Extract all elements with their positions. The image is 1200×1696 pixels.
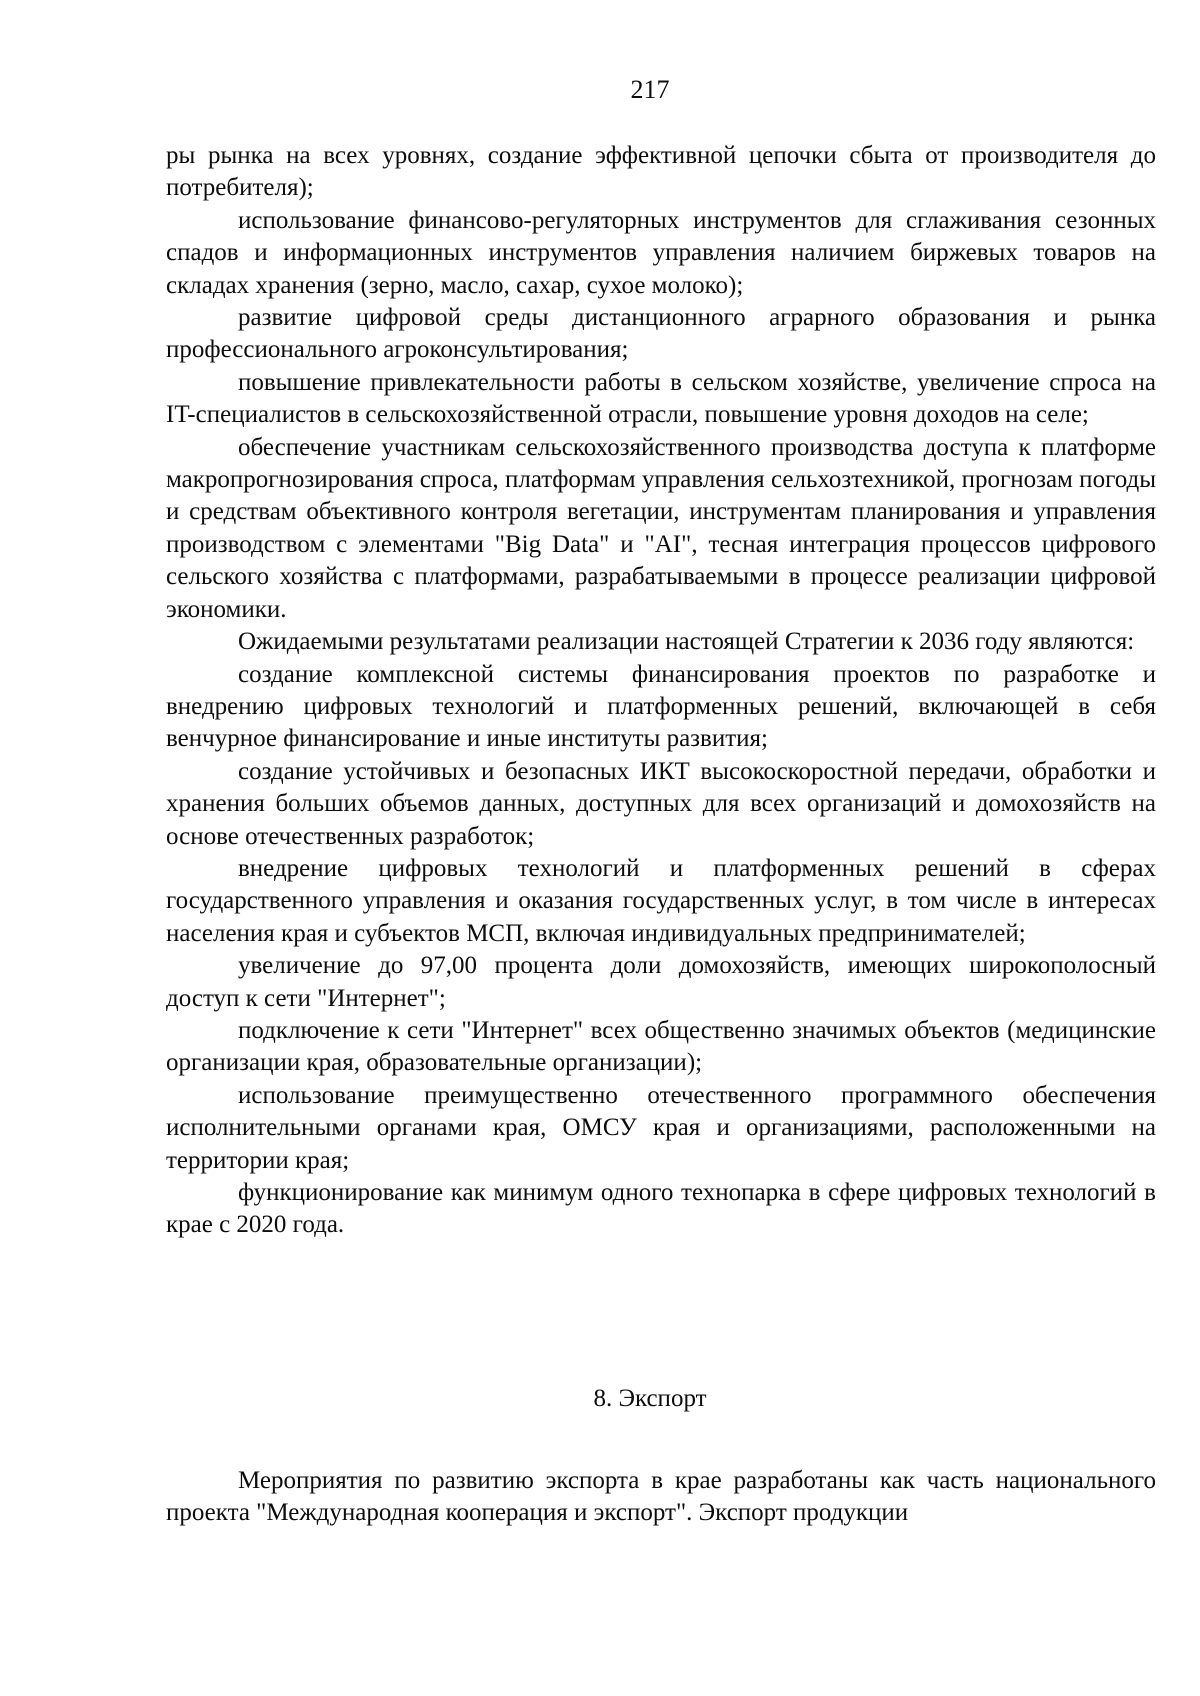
paragraph: подключение к сети "Интернет" всех общественно значимых объектов (медицинские организации края, образовательные организации); [166,1016,1156,1077]
paragraph: повышение привлекательности работы в сельском хозяйстве, увеличение спроса на IT-специалистов в сельскохозяйственной отрасли, повышение уровня доходов на селе; [166,368,1156,429]
body-text [166,140,1156,1242]
paragraph: Мероприятия по развитию экспорта в крае разработаны как часть национального проекта "Международная кооперация и экспорт". Экспорт продукции [166,1467,1156,1527]
paragraph: внедрение цифровых технологий и платформенных решений в сферах государственного управления и оказания государственных услуг, в том числе в интересах населения края и субъектов МСП, включая индивидуальных предпринимателей; [166,854,1156,947]
section-body-text [166,1465,1156,1530]
paragraph: создание устойчивых и безопасных ИКТ высокоскоростной передачи, обработки и хранения больших объемов данных, доступных для всех организаций и домохозяйств на основе отечественных разработок; [166,757,1156,850]
page-number: 217 [630,75,670,104]
paragraph: увеличение до 97,00 процента доли домохозяйств, имеющих широкополосный доступ к сети "Интернет"; [166,952,1156,1012]
paragraph: использование преимущественно отечественного программного обеспечения исполнительными органами края, ОМСУ края и организациями, расположенными на территории края; [166,1081,1156,1174]
paragraph: использование финансово-регуляторных инструментов для сглаживания сезонных спадов и информационных инструментов управления наличием биржевых товаров на складах хранения (зерно, масло, сахар, сухое молоко); [166,206,1156,299]
section-heading: 8. Экспорт [593,1385,707,1412]
paragraph: развитие цифровой среды дистанционного аграрного образования и рынка профессионального агроконсультирования; [166,304,1156,364]
paragraph: ры рынка на всех уровнях, создание эффективной цепочки сбыта от производителя до потребителя); [166,142,1156,202]
paragraph: обеспечение участникам сельскохозяйственного производства доступа к платформе макропрогнозирования спроса, платформам управления сельхозтехникой, прогнозам погоды и средствам объективного контроля вегетации, инструментам планирования и управления производством с элементами "Big Data" и "AI", тесная интеграция процессов цифрового сельского хозяйства с платформами, разрабатываемыми в процессе реализации цифровой экономики. [166,433,1156,623]
paragraph: Ожидаемыми результатами реализации настоящей Стратегии к 2036 году являются: [238,628,1135,656]
paragraph: создание комплексной системы финансирования проектов по разработке и внедрению цифровых технологий и платформенных решений, включающей в себя венчурное финансирование и иные институты развития; [166,660,1156,753]
paragraph: функционирование как минимум одного технопарка в сфере цифровых технологий в крае с 2020 года. [166,1179,1156,1239]
